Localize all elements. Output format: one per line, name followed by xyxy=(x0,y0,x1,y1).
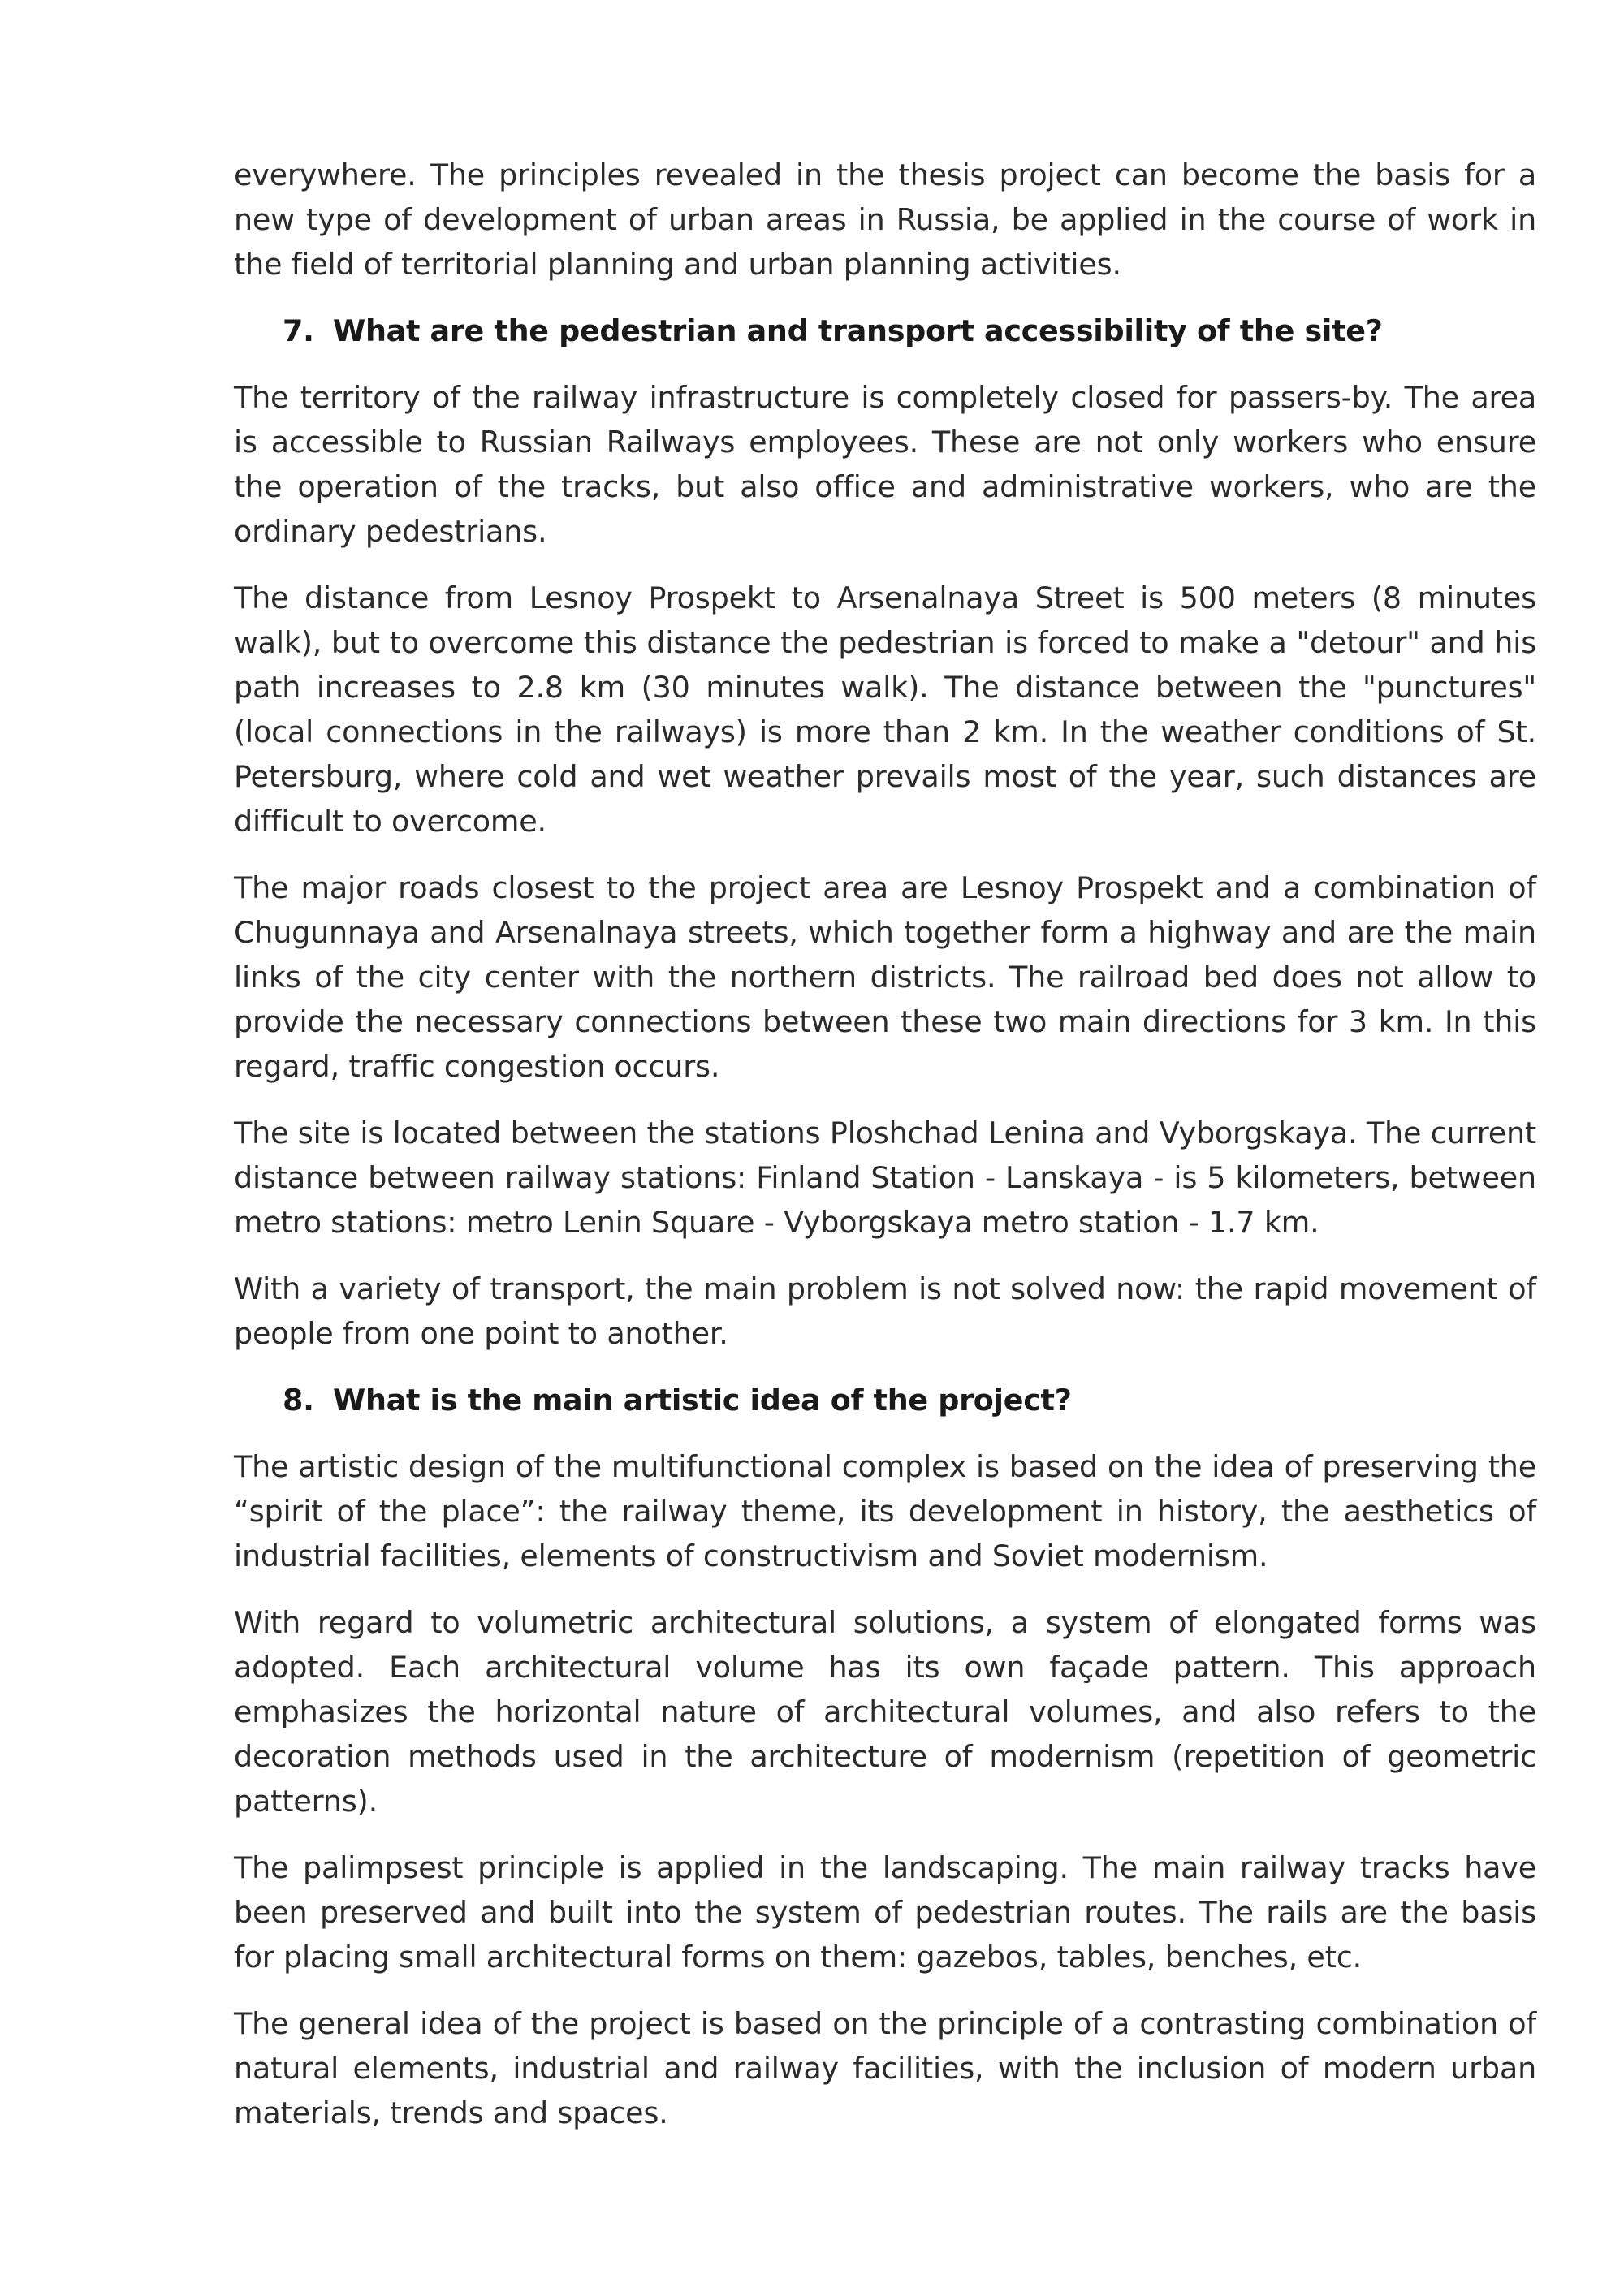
document-page xyxy=(234,153,1536,2157)
paragraph-general-idea: The general idea of the project is based on the principle of a contrasting combination of natural elements, industrial and railway facilities, with the inclusion of modern urban materials, trends and spaces. xyxy=(234,2006,1536,2130)
paragraph-palimpsest: The palimpsest principle is applied in the landscaping. The main railway tracks have been preserved and built into the system of pedestrian routes. The rails are the basis for placing small architectural forms on them: gazebos, tables, benches, etc. xyxy=(234,1850,1536,1974)
paragraph-artistic-design: The artistic design of the multifunctional complex is based on the idea of preserving the “spirit of the place”: the railway theme, its development in history, the aesthetics of industrial facilities, elements of constructivism and Soviet modernism. xyxy=(234,1449,1536,1573)
paragraph-stations: The site is located between the stations Ploshchad Lenina and Vyborgskaya. The current distance between railway stations: Finland Station - Lanskaya - is 5 kilometers, between metro stations: metro Lenin Square - Vyborgskaya metro station - 1.7 km. xyxy=(234,1116,1536,1240)
question-text: What are the pedestrian and transport accessibility of the site? xyxy=(333,313,1383,348)
paragraph-pedestrian-distance: The distance from Lesnoy Prospekt to Arsenalnaya Street is 500 meters (8 minutes walk), but to overcome this distance the pedestrian is forced to make a "detour" and his path increases to 2.8 km (30 minutes walk). The distance between the "punctures" (local connections in the railways) is more than 2 km. In the weather conditions of St. Petersburg, where cold and wet weather prevails most of the year, such distances are difficult to overcome. xyxy=(234,580,1536,839)
question-heading-7 xyxy=(234,309,1536,353)
paragraph-transport-problem: With a variety of transport, the main problem is not solved now: the rapid movement of people from one point to another. xyxy=(234,1271,1536,1351)
question-text: What is the main artistic idea of the project? xyxy=(333,1383,1072,1418)
paragraph-major-roads: The major roads closest to the project area are Lesnoy Prospekt and a combination of Chugunnaya and Arsenalnaya streets, which together form a highway and are the main links of the city center with the northern districts. The railroad bed does not allow to provide the necessary connections between these two main directions for 3 km. In this regard, traffic congestion occurs. xyxy=(234,870,1536,1084)
paragraph-railway-territory: The territory of the railway infrastructure is completely closed for passers-by. The area is accessible to Russian Railways employees. These are not only workers who ensure the operation of the tracks, but also office and administrative workers, who are the ordinary pedestrians. xyxy=(234,380,1536,549)
paragraph-intro-continuation: everywhere. The principles revealed in the thesis project can become the basis for a new type of development of urban areas in Russia, be applied in the course of work in the field of territorial planning and urban planning activities. xyxy=(234,158,1536,282)
question-number: 7. xyxy=(283,313,314,348)
question-heading-8 xyxy=(234,1378,1536,1422)
paragraph-volumetric-solutions: With regard to volumetric architectural solutions, a system of elongated forms was adopted. Each architectural volume has its own façade pattern. This approach emphasizes the horizontal nature of architectural volumes, and also refers to the decoration methods used in the architecture of modernism (repetition of geometric patterns). xyxy=(234,1605,1536,1819)
question-number: 8. xyxy=(283,1383,314,1418)
